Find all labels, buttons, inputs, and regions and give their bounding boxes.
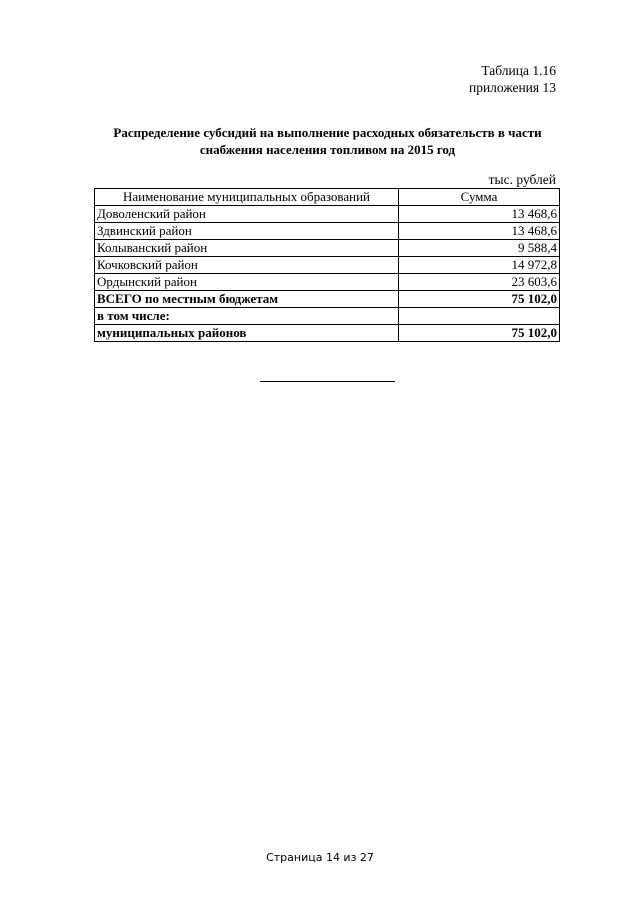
column-header-sum: Сумма xyxy=(399,189,560,206)
district-name: Ордынский район xyxy=(95,274,399,291)
document-title xyxy=(96,124,559,158)
district-name: Доволенский район xyxy=(95,206,399,223)
total-label: ВСЕГО по местным бюджетам xyxy=(95,291,399,308)
document-title-line-2: снабжения населения топливом на 2015 год xyxy=(199,142,456,157)
subsidy-table xyxy=(94,188,560,342)
table-header-row xyxy=(95,189,560,206)
document-title-line-1: Распределение субсидий на выполнение расходных обязательств в части xyxy=(113,125,542,140)
including-label: в том числе: xyxy=(95,308,399,325)
table-row xyxy=(95,206,560,223)
district-name: Кочковский район xyxy=(95,257,399,274)
table-row xyxy=(95,223,560,240)
appendix-number: приложения 13 xyxy=(468,80,556,95)
table-number: Таблица 1.16 xyxy=(481,63,556,78)
table-reference xyxy=(469,62,556,96)
page-footer: Страница 14 из 27 xyxy=(266,851,374,864)
municipal-label: муниципальных районов xyxy=(95,325,399,342)
including-row xyxy=(95,308,560,325)
district-sum: 23 603,6 xyxy=(399,274,560,291)
total-sum: 75 102,0 xyxy=(399,291,560,308)
units-label: тыс. рублей xyxy=(488,172,556,187)
district-sum: 13 468,6 xyxy=(399,223,560,240)
district-name: Колыванский район xyxy=(95,240,399,257)
table-row xyxy=(95,240,560,257)
district-sum: 13 468,6 xyxy=(399,206,560,223)
district-sum: 14 972,8 xyxy=(399,257,560,274)
table-row xyxy=(95,274,560,291)
including-sum xyxy=(399,308,560,325)
section-divider xyxy=(260,381,395,382)
table-row xyxy=(95,257,560,274)
municipal-row xyxy=(95,325,560,342)
district-name: Здвинский район xyxy=(95,223,399,240)
column-header-name: Наименование муниципальных образований xyxy=(95,189,399,206)
municipal-sum: 75 102,0 xyxy=(399,325,560,342)
total-row xyxy=(95,291,560,308)
district-sum: 9 588,4 xyxy=(399,240,560,257)
